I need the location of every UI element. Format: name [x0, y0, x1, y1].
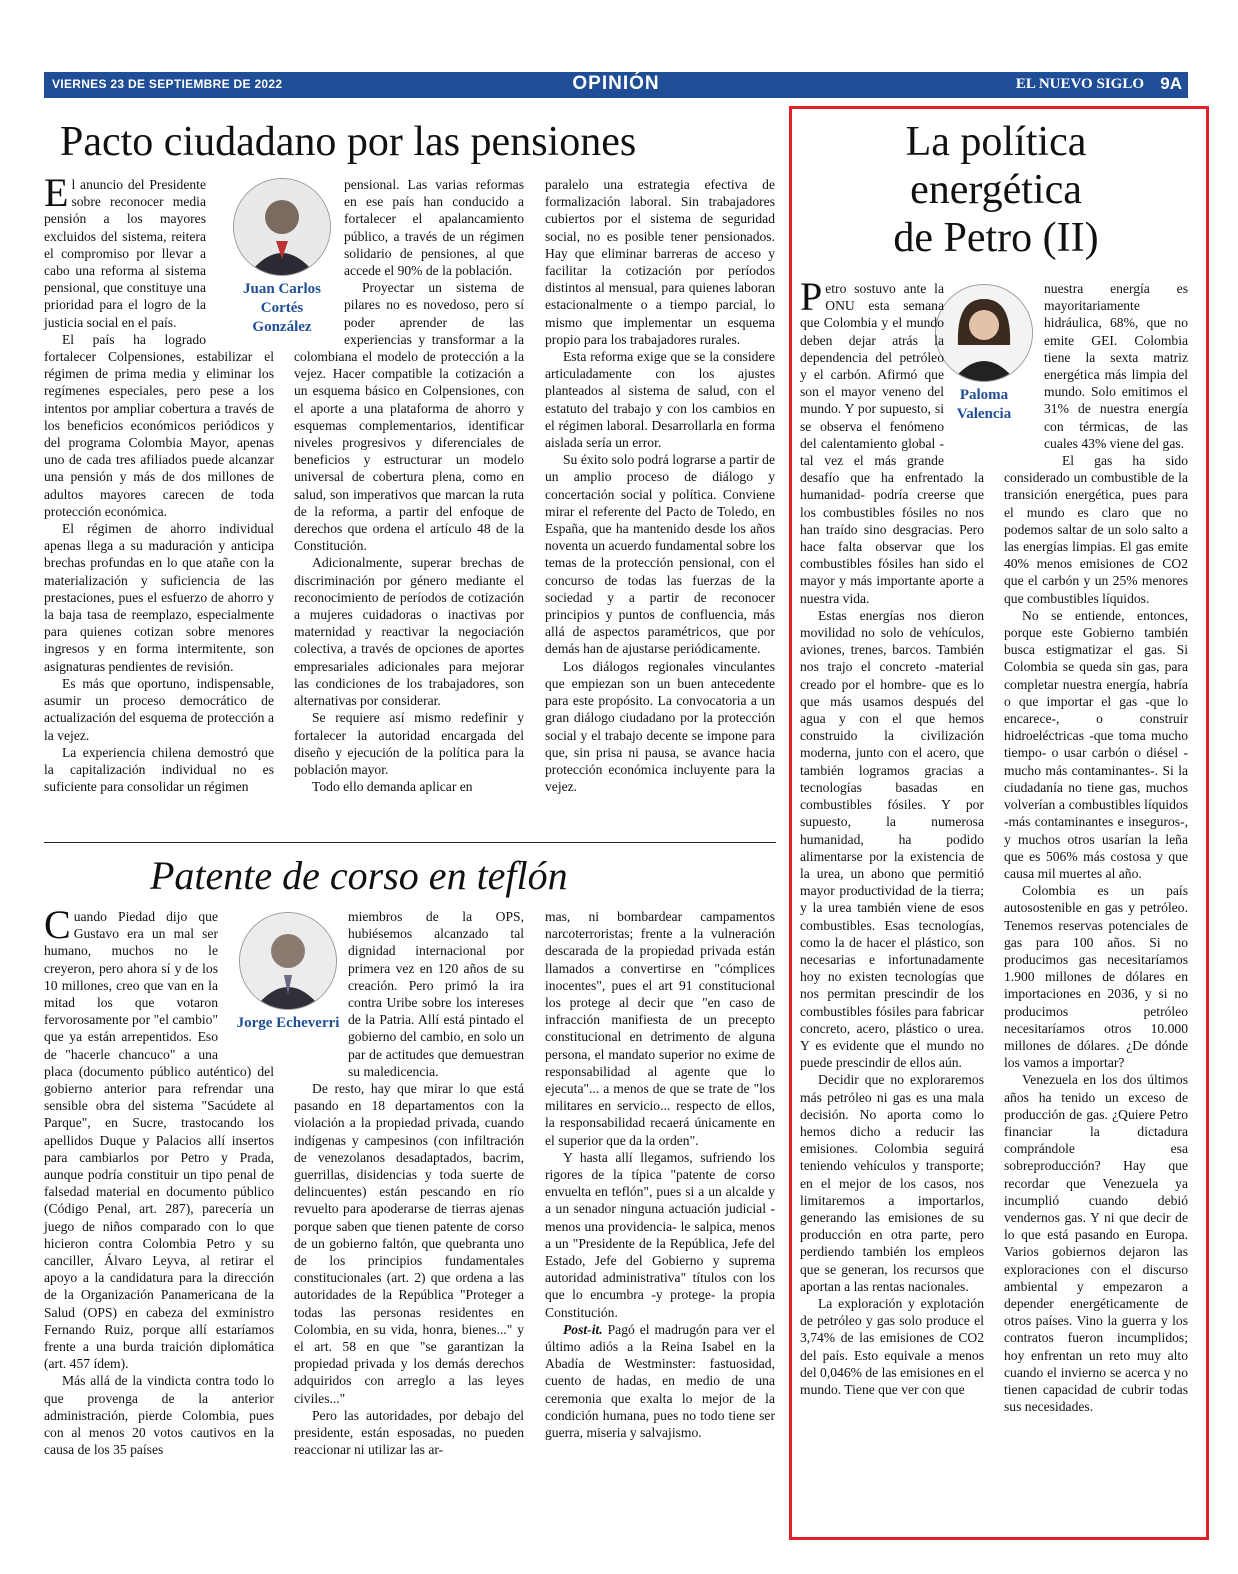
- paragraph: uando Piedad dijo que Gustavo era un mal ser humano, muchos no le creyeron, pero ahora sí y de los 10 millones, creo que van en la mitad los que votaron fervorosamente por "el cambio" que ya están arrepentidos. Eso de "hacerle chancuco" a una placa (documento público auténtico) del gobierno anterior para refrendar una sensible obra del sistema "Sacúdete al Parque", en Sucre, trastocando los apellidos Duque y Palacios allí insertos para cambiarlos por Petro y Prada, aunque podría constituir un tipo penal de falsedad material en documento público (Código Penal, art. 287), parecería un juego de niños comparado con lo que hicieron contra Colombia Petro y su canciller, Álvaro Leyva, al retirar el apoyo a la candidatura para la dirección de la Organización Panamericana de la Salud (OPS) en cabeza del exministro Fernando Ruiz, porque allí estaríamos frente a una burda traición diplomática (art. 457 ídem).: [44, 909, 274, 1372]
- article1-title: Pacto ciudadano por las pensiones: [60, 119, 637, 165]
- article3-title-line: La política: [905, 119, 1087, 165]
- article3-column-1: [800, 274, 984, 1398]
- paragraph: Los diálogos regionales vinculantes que empiezan son un buen antecedente para este propósito. La convocatoria a un gran diálogo ciudadano por la protección social y el trabajo decente se impone para que, sin prisa ni pausa, se avance hacia protección económica incluyente para la vejez.: [545, 658, 775, 795]
- header-date: VIERNES 23 DE SEPTIEMBRE DE 2022: [52, 77, 283, 91]
- paragraph: Pero las autoridades, por debajo del presidente, están esposadas, no pueden reaccionar ni utilizar las ar-: [294, 1407, 524, 1458]
- paragraph: La experiencia chilena demostró que la capitalización individual no es suficiente para consolidar un régimen: [44, 744, 274, 795]
- article1-dropcap: E: [44, 170, 69, 215]
- paragraph: Adicionalmente, superar brechas de discriminación por género mediante el reconocimiento de períodos de cotización a mujeres cuidadoras o inactivas por maternidad y reactivar la negociación colectiva, a través de opciones de aportes empresariales adicionales para mejorar las condiciones de los trabajadores, son alternativas por considerar.: [294, 555, 524, 709]
- article3-dropcap: P: [800, 274, 823, 319]
- paragraph: Estas energías nos dieron movilidad no solo de vehículos, aviones, trenes, barcos. También nos trajo el concreto -material creado por el hombre- que es lo que más usamos después del agua y con el que hemos construido la civilización moderna, junto con el acero, que también logramos gracias a tecnologías basadas en combustibles fósiles. Y por supuesto, la numerosa humanidad, ha podido alimentarse por la existencia de la urea, un abono que permitió mayor productividad de la tierra; y la urea también viene de esos combustibles. Esas tecnologías, como la de hacer el plástico, son necesarias e infortunadamente hoy no existen tecnologías que nos permitan prescindir de los combustibles fósiles para fabricar concreto, acero, plástico o urea. Y es evidente que el mundo no puede prescindir de ellos aún.: [800, 607, 984, 1071]
- paragraph: Decidir que no exploraremos más petróleo ni gas es una mala decisión. No aporta como lo hemos dicho a reducir las emisiones. Colombia seguirá teniendo vehículos y transporte; en el mejor de los casos, nos limitaremos a importarlos, generando las emisiones de su producción en otra parte, pero perdiendo también los empleos que se generan, los recursos que aportan a las rentas nacionales.: [800, 1072, 984, 1294]
- paragraph: Proyectar un sistema de pilares no es novedoso, pero sí poder aprender de las experiencias y transformar a la colombiana el modelo de protección a la vejez. Hacer compatible la cotización a un esquema básico en Colpensiones, con el aporte a una plataforma de ahorro y esquemas complementarios, identificar niveles progresivos y diferenciales de beneficios y estructurar un modelo universal de cobertura plena, como en salud, son imperativos que marcan la ruta de la reforma, a partir del enfoque de derechos que ordena el artículo 48 de la Constitución.: [294, 280, 524, 554]
- paragraph: Y hasta allí llegamos, sufriendo los rigores de la típica "patente de corso envuelta en teflón", pues si a un alcalde y a un senador ninguna actuación judicial -menos una providencia- le salpica, menos a un "Presidente de la República, Jefe del Estado, Jefe del Gobierno y suprema autoridad administrativa" títulos con los que lo encumbra -y protege- la propia Constitución.: [545, 1149, 775, 1320]
- article3-title: [796, 118, 1196, 262]
- article2-column-2: [294, 908, 524, 1459]
- paragraph: etro sostuvo ante la ONU esta semana que Colombia y el mundo deben dejar atrás la dependencia del petróleo y el carbón. Afirmó que son el mayor veneno del mundo. Y por supuesto, si se observa el fenómeno del calentamiento global -tal vez el más grande desafío que ha enfrentado la humanidad- podría creerse que los combustibles fósiles no nos han traído sino desgracias. Pero hace falta observar que los combustibles fósiles han sido el mayor y más importante aporte a nuestra vida.: [800, 281, 984, 606]
- paragraph: Colombia es un país autosostenible en gas y petróleo. Tenemos reservas potenciales de gas para 100 años. Si no producimos gas necesitaríamos 1.900 millones de dólares en importaciones en 2036, y si no producimos petróleo necesitaríamos otros 10.000 millones de dólares. ¿De dónde los vamos a importar?: [1004, 883, 1188, 1071]
- paragraph: miembros de la OPS, hubiésemos alcanzado tal dignidad internacional por primera vez en 120 años de su creación. Pero primó la ira contra Uribe sobre los intereses de la Patria. Allí está pintado el gobierno del cambio, en solo un par de actitudes que demuestran su maledicencia.: [348, 909, 524, 1079]
- paragraph: Es más que oportuno, indispensable, asumir un proceso democrático de actualización del esquema de protección a la vejez.: [44, 675, 274, 743]
- paragraph: Se requiere así mismo redefinir y fortalecer la autoridad encargada del diseño y ejecución de la política para la población mayor.: [294, 710, 524, 777]
- paragraph: paralelo una estrategia efectiva de formalización laboral. Sin trabajadores cubiertos por el sistema de seguridad social, no es posible tener pensionados. Hay que eliminar barreras de acceso y facilitar la cotización por períodos distintos al mensual, para quienes laboran estacionalmente o a tiempo parcial, lo mismo que implementar un esquema propio para los trabajadores rurales.: [545, 177, 775, 347]
- paragraph: pensional. Las varias reformas en ese país han conducido a fortalecer el apalancamiento público, a través de un régimen solidario de pensiones, al que accede el 90% de la población.: [344, 177, 524, 279]
- header-brand: EL NUEVO SIGLO: [1015, 76, 1144, 92]
- paragraph: No se entiende, entonces, porque este Gobierno también busca estigmatizar el gas. Si Colombia se queda sin gas, para completar nuestra energía, habría o que importar el gas -que lo encarece-, o construir hidroeléctricas -que toma mucho tiempo- o usar carbón o diésel -mucho más contaminantes-. Si la ciudadanía no tiene gas, muchos volverían a combustibles líquidos -más contaminantes e inseguros-, y muchos otros usarían la leña que es 506% más costosa y que causa mil muertes al año.: [1004, 607, 1188, 881]
- header-page-number: 9A: [1160, 74, 1182, 93]
- article3-title-line: energética: [910, 167, 1082, 213]
- paragraph: La exploración y explotación de petróleo y gas solo produce el 3,74% de las emisiones de CO2 del país. Esto equivale a menos del 0,046% de las emisiones en el mundo. Tiene que ver con que: [800, 1295, 984, 1397]
- article3-author-name: Paloma Valencia: [956, 387, 1012, 422]
- paragraph: De resto, hay que mirar lo que está pasando en 18 departamentos con la violación a la propiedad privada, cuando indígenas y campesinos (con infiltración de venezolanos desadaptados, bacrim, guerrillas, disidencias y toda suerte de delincuentes) están pescando en río revuelto para apoderarse de tierras ajenas porque saben que tienen patente de corso de un gobierno faltón, que quebranta uno de los principios fundamentales constitucionales (art. 2) que ordena a las autoridades de la República "Proteger a todas las personas residentes en Colombia, en su vida, honra, bienes..." y el art. 58 en que "se garantizan la propiedad privada y los demás derechos adquiridos con arreglo a las leyes civiles...": [294, 1081, 524, 1406]
- paragraph: l anuncio del Presidente sobre reconocer media pensión a los mayores excluidos del sistema, reitera el compromiso por llevar a cabo una reforma al sistema pensional, que constituye una prioridad para el logro de la justicia social en el país.: [44, 177, 206, 330]
- article3-title-line: de Petro (II): [893, 215, 1099, 261]
- section-divider: [44, 842, 776, 843]
- article1-column-3: [545, 176, 775, 795]
- page-header: [44, 72, 1188, 98]
- article2-dropcap: C: [44, 902, 71, 947]
- article1-author-name: Juan Carlos Cortés González: [243, 281, 321, 335]
- paragraph: nuestra energía es mayoritariamente hidráulica, 68%, que no emite GEI. Colombia tiene la sexta matriz energética más limpia del mundo. Solo emitimos el 31% de nuestra energía con térmicas, de las cuales 43% viene del gas.: [1044, 281, 1188, 451]
- article1-column-1: [44, 170, 274, 795]
- paragraph: Más allá de la vindicta contra todo lo que provenga de la anterior administración, pierde Colombia, pues con al menos 20 votos cautivos en la causa de los 35 países: [44, 1373, 274, 1458]
- paragraph: El país ha logrado fortalecer Colpensiones, estabilizar el régimen de prima media y eliminar los regímenes especiales, pero pese a los intentos por ampliar cobertura a través de los beneficios económicos periódicos y del programa Colombia Mayor, apenas uno de cada tres afiliados puede alcanzar una pensión y más de dos millones de adultos mayores carecen de toda protección económica.: [44, 331, 274, 519]
- article2-author-name: Jorge Echeverri: [236, 1015, 340, 1031]
- paragraph: Pagó el madrugón para ver el último adiós a la Reina Isabel en la Abadía de Westminster: fastuosidad, cuento de hadas, en medio de una ceremonia que exalta lo mejor de la condición humana, pues no todo tiene ser guerra, miseria y salvajismo.: [545, 1321, 775, 1441]
- article2-column-3: [545, 908, 775, 1441]
- header-section: OPINIÓN: [572, 73, 660, 94]
- paragraph: Esta reforma exige que se la considere articuladamente con los ajustes planteados al sistema de salud, con el estatuto del trabajo y con los cambios en el régimen laboral. Desarrollarla en forma aislada sería un error.: [545, 349, 775, 451]
- paragraph: mas, ni bombardear campamentos narcoterroristas; frente a la vulneración descarada de la propiedad privada están llamados a convertirse en "cómplices inocentes", pues el art 91 constitucional los protege al decir que "en caso de infracción manifiesta de un precepto constitucional en detrimento de alguna persona, el mandato superior no exime de responsabilidad al agente que lo ejecuta"... a menos de que se trate de "los militares en servicio... respecto de ellos, la responsabilidad recaerá únicamente en el superior que da la orden".: [545, 909, 775, 1148]
- article2-title: Patente de corso en teflón: [150, 853, 568, 898]
- paragraph: Venezuela en los dos últimos años ha tenido un exceso de producción de gas. ¿Quiere Petro financiar la dictadura comprándole esa sobreproducción? Hay que recordar que Venezuela ya incumplió cuando debió vendernos gas. Y ni que decir de lo que está pasando en Europa. Varios gobiernos dejaron las exploraciones con el discurso ambiental y empezaron a depender energéticamente de otros países. Vino la guerra y los contratos fueron incumplidos; hoy enfrentan un reto muy alto cuando el invierno se acerca y no tienen capacidad de cubrir todas sus necesidades.: [1004, 1072, 1188, 1415]
- article1-column-2: [294, 176, 524, 795]
- paragraph: El gas ha sido considerado un combustible de la transición energética, pues para el mundo es claro que no podemos saltar de un solo salto a las energías limpias. El gas emite 40% menos emisiones de CO2 que el carbón y un 25% menores que combustibles líquidos.: [1004, 453, 1188, 606]
- article3-column-2: [1004, 280, 1188, 1415]
- paragraph: Su éxito solo podrá lograrse a partir de un amplio proceso de diálogo y concertación social y política. Conviene mirar el referente del Pacto de Toledo, en España, que ha mantenido desde los años noventa un acuerdo fundamental sobre los temas de la protección pensional, con el concurso de todas las fuerzas de la sociedad y a partir de reconocer principios y puntos de confluencia, más allá de aspectos paramétricos, que por demás han de ajustarse periódicamente.: [545, 452, 775, 657]
- paragraph: Todo ello demanda aplicar en: [312, 779, 473, 795]
- article2-column-1: [44, 902, 274, 1459]
- postit-label: Post-it.: [563, 1321, 603, 1337]
- paragraph: El régimen de ahorro individual apenas llega a su maduración y anticipa brechas profundas en lo que atañe con la materialización y suficiencia de las prestaciones, pues el esfuerzo de ahorro y la baja tasa de reemplazo, especialmente para quienes cotizan sobre menores ingresos y en forma intermitente, son asignaturas pendientes de revisión.: [44, 521, 274, 674]
